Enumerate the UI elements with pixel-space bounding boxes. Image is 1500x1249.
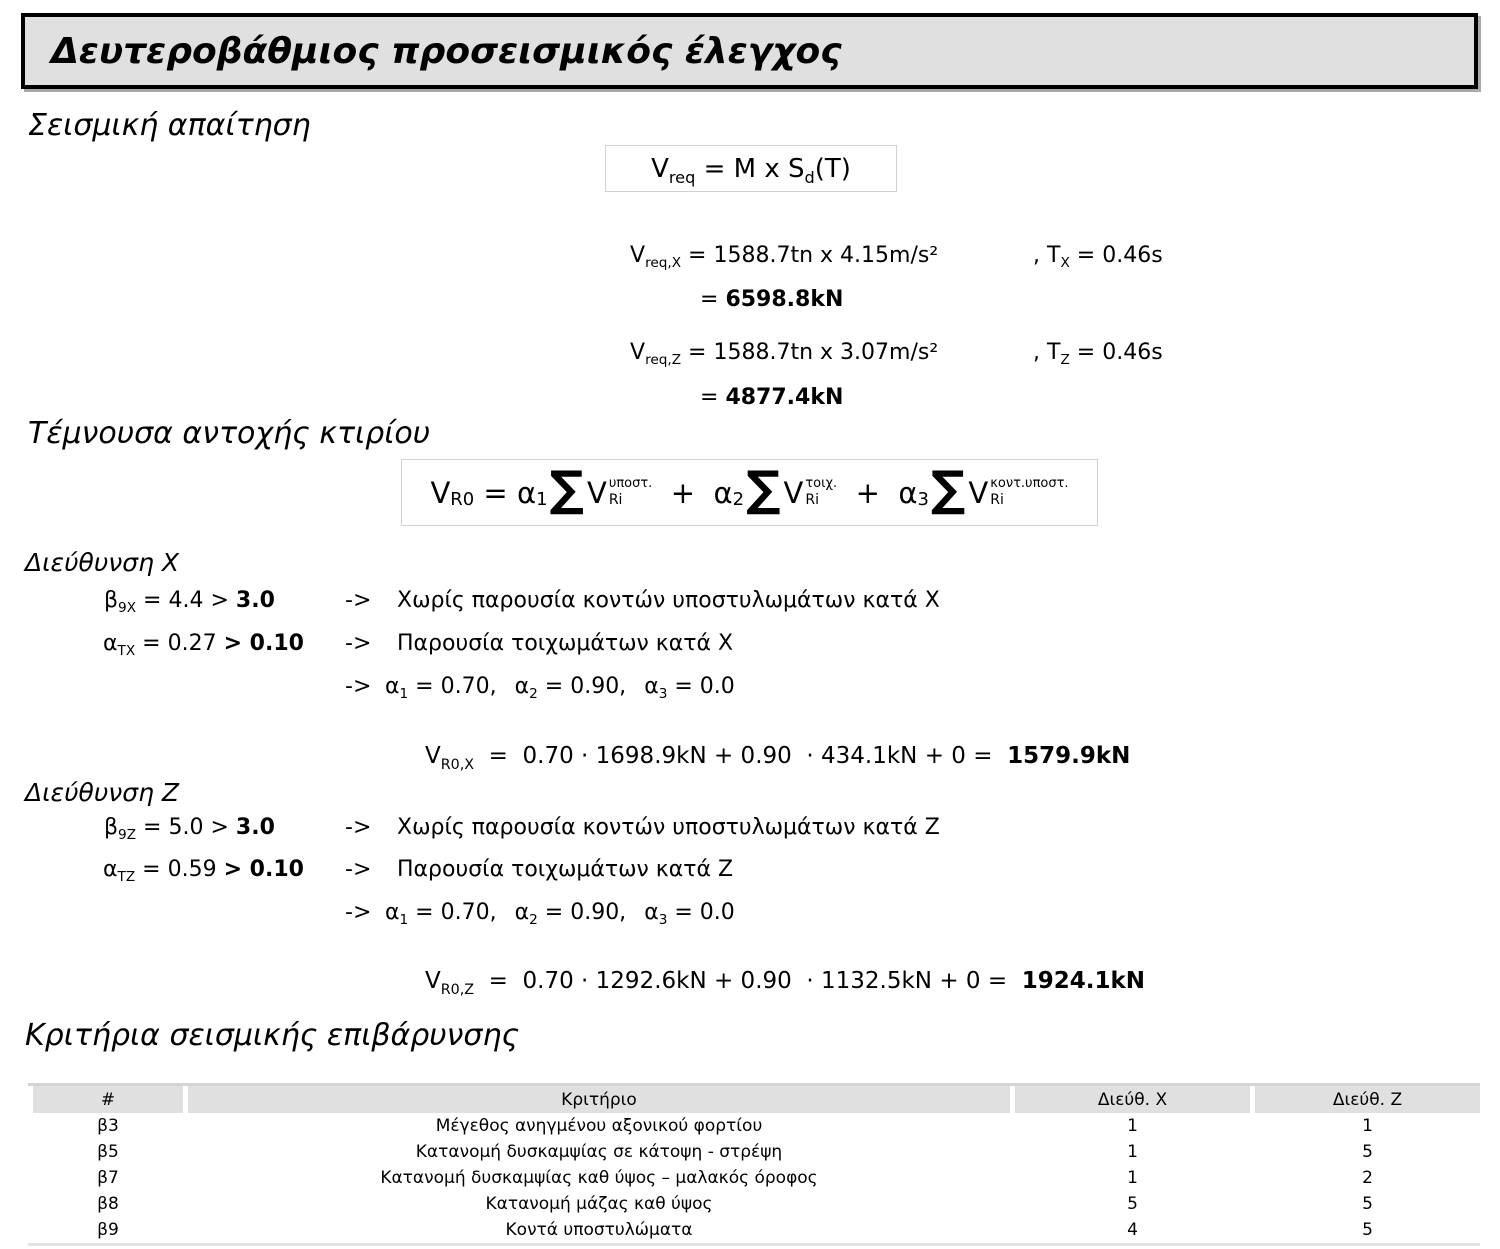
vreqx-value: 6598.8kN — [725, 287, 844, 312]
cell-z: 1 — [1255, 1113, 1480, 1139]
arrow-icon: -> — [345, 588, 372, 613]
sum-icon: ∑ — [549, 460, 584, 517]
cell-x: 4 — [1015, 1217, 1250, 1243]
cell-criterion: Κατανομή δυσκαμψίας σε κάτοψη - στρέψη — [188, 1139, 1010, 1165]
vr0x-value: 1579.9kN — [1007, 743, 1131, 769]
table-row — [33, 1191, 1480, 1217]
arrow-icon: -> — [345, 631, 372, 656]
formula-vreq: $V_{req} = M$ x $S_d(T)$ — [651, 153, 851, 187]
cell-criterion: Μέγεθος ανηγμένου αξονικού φορτίου — [188, 1113, 1010, 1139]
sum-icon: ∑ — [930, 460, 966, 517]
col-header-dir-x: Διεύθ. X — [1015, 1086, 1250, 1113]
arrow-icon: -> — [345, 857, 372, 882]
title-bar — [21, 13, 1478, 89]
section-heading-criteria: Κριτήρια σεισμικής επιβάρυνσης — [25, 1018, 520, 1053]
cell-x: 1 — [1015, 1139, 1250, 1165]
cell-criterion: Κατανομή μάζας καθ ύψος — [188, 1191, 1010, 1217]
alpha-x-line: $\alpha_{TX} = 0.27 > 0.10$ -> Παρουσία τοιχωμάτων κατά Χ — [103, 631, 734, 660]
arrow-icon: -> — [345, 815, 372, 840]
eq-vr0x-result: $V_{R0,X} = 0.70 \cdot 1698.9kN + 0.90 \cdot 434.1kN + 0 = 1579.9kN$ — [425, 743, 1131, 773]
cell-id: β8 — [33, 1191, 183, 1217]
coef-z-line: -> $\alpha_1 = 0.70$, $\alpha_2 = 0.90$, $\alpha_3 = 0.0$ — [345, 900, 735, 929]
alpha-z-line: $\alpha_{TZ} = 0.59 > 0.10$ -> Παρουσία τοιχωμάτων κατά Z — [103, 857, 734, 886]
direction-x-heading: Διεύθυνση X — [25, 548, 180, 577]
cell-id: β9 — [33, 1217, 183, 1243]
page-title: Δευτεροβάθμιος προσεισμικός έλεγχος — [51, 30, 842, 72]
arrow-icon: -> — [345, 900, 372, 925]
cell-id: β3 — [33, 1113, 183, 1139]
eq-vr0z-result: $V_{R0,Z} = 0.70 \cdot 1292.6kN + 0.90 \cdot 1132.5kN + 0 = 1924.1kN$ — [425, 968, 1146, 998]
beta-x-line: $\beta_{9X} = 4.4 > 3.0$ -> Χωρίς παρουσία κοντών υποστυλωμάτων κατά Χ — [104, 588, 940, 617]
cell-x: 5 — [1015, 1191, 1250, 1217]
criteria-table — [28, 1083, 1480, 1246]
vreqz-value: 4877.4kN — [725, 385, 844, 410]
cell-z: 5 — [1255, 1217, 1480, 1243]
cell-x: 1 — [1015, 1165, 1250, 1191]
arrow-icon: -> — [345, 674, 372, 699]
cell-x: 1 — [1015, 1113, 1250, 1139]
col-header-criterion: Κριτήριο — [188, 1086, 1010, 1113]
eq-vreqx-result: = 6598.8kN — [700, 287, 844, 312]
table-row — [33, 1165, 1480, 1191]
table-row — [33, 1139, 1480, 1165]
col-header-dir-z: Διεύθ. Z — [1255, 1086, 1480, 1113]
cell-z: 5 — [1255, 1139, 1480, 1165]
cell-criterion: Κατανομή δυσκαμψίας καθ ύψος – μαλακός όροφος — [188, 1165, 1010, 1191]
formula-box-vr0 — [401, 459, 1098, 526]
table-row — [33, 1113, 1480, 1139]
cell-id: β5 — [33, 1139, 183, 1165]
formula-box-vreq — [605, 145, 897, 192]
section-heading-demand: Σεισμική απαίτηση — [28, 108, 311, 143]
cell-id: β7 — [33, 1165, 183, 1191]
eq-vreqz: $V_{req,Z} = 1588.7tn$ x 3.07m/s² — [630, 340, 939, 369]
cell-z: 2 — [1255, 1165, 1480, 1191]
vr0z-value: 1924.1kN — [1021, 968, 1146, 994]
direction-z-heading: Διεύθυνση Z — [25, 778, 180, 807]
cell-criterion: Κοντά υποστυλώματα — [188, 1217, 1010, 1243]
coef-x-line: -> $\alpha_1 = 0.70$, $\alpha_2 = 0.90$, $\alpha_3 = 0.0$ — [345, 674, 735, 703]
eq-vreqx: $V_{req,X} = 1588.7tn$ x 4.15m/s² — [630, 243, 939, 272]
eq-tz: , $T_Z = 0.46s$ — [1033, 340, 1163, 369]
formula-vr0: V R0 = α 1 ∑ V υποστ. Ri + α 2 ∑ V τοιχ. Ri + α 3 ∑ V κοντ.υποστ. Ri — [430, 460, 1069, 517]
table-row — [33, 1217, 1480, 1243]
eq-tx: , $T_X = 0.46s$ — [1033, 243, 1163, 272]
sum-icon: ∑ — [746, 460, 781, 517]
beta-z-line: $\beta_{9Z} = 5.0 > 3.0$ -> Χωρίς παρουσία κοντών υποστυλωμάτων κατά Z — [104, 815, 940, 844]
section-heading-shear: Τέμνουσα αντοχής κτιρίου — [28, 416, 431, 451]
eq-vreqz-result: = 4877.4kN — [700, 385, 844, 410]
table-header-row — [33, 1086, 1480, 1113]
col-header-id: # — [33, 1086, 183, 1113]
cell-z: 5 — [1255, 1191, 1480, 1217]
